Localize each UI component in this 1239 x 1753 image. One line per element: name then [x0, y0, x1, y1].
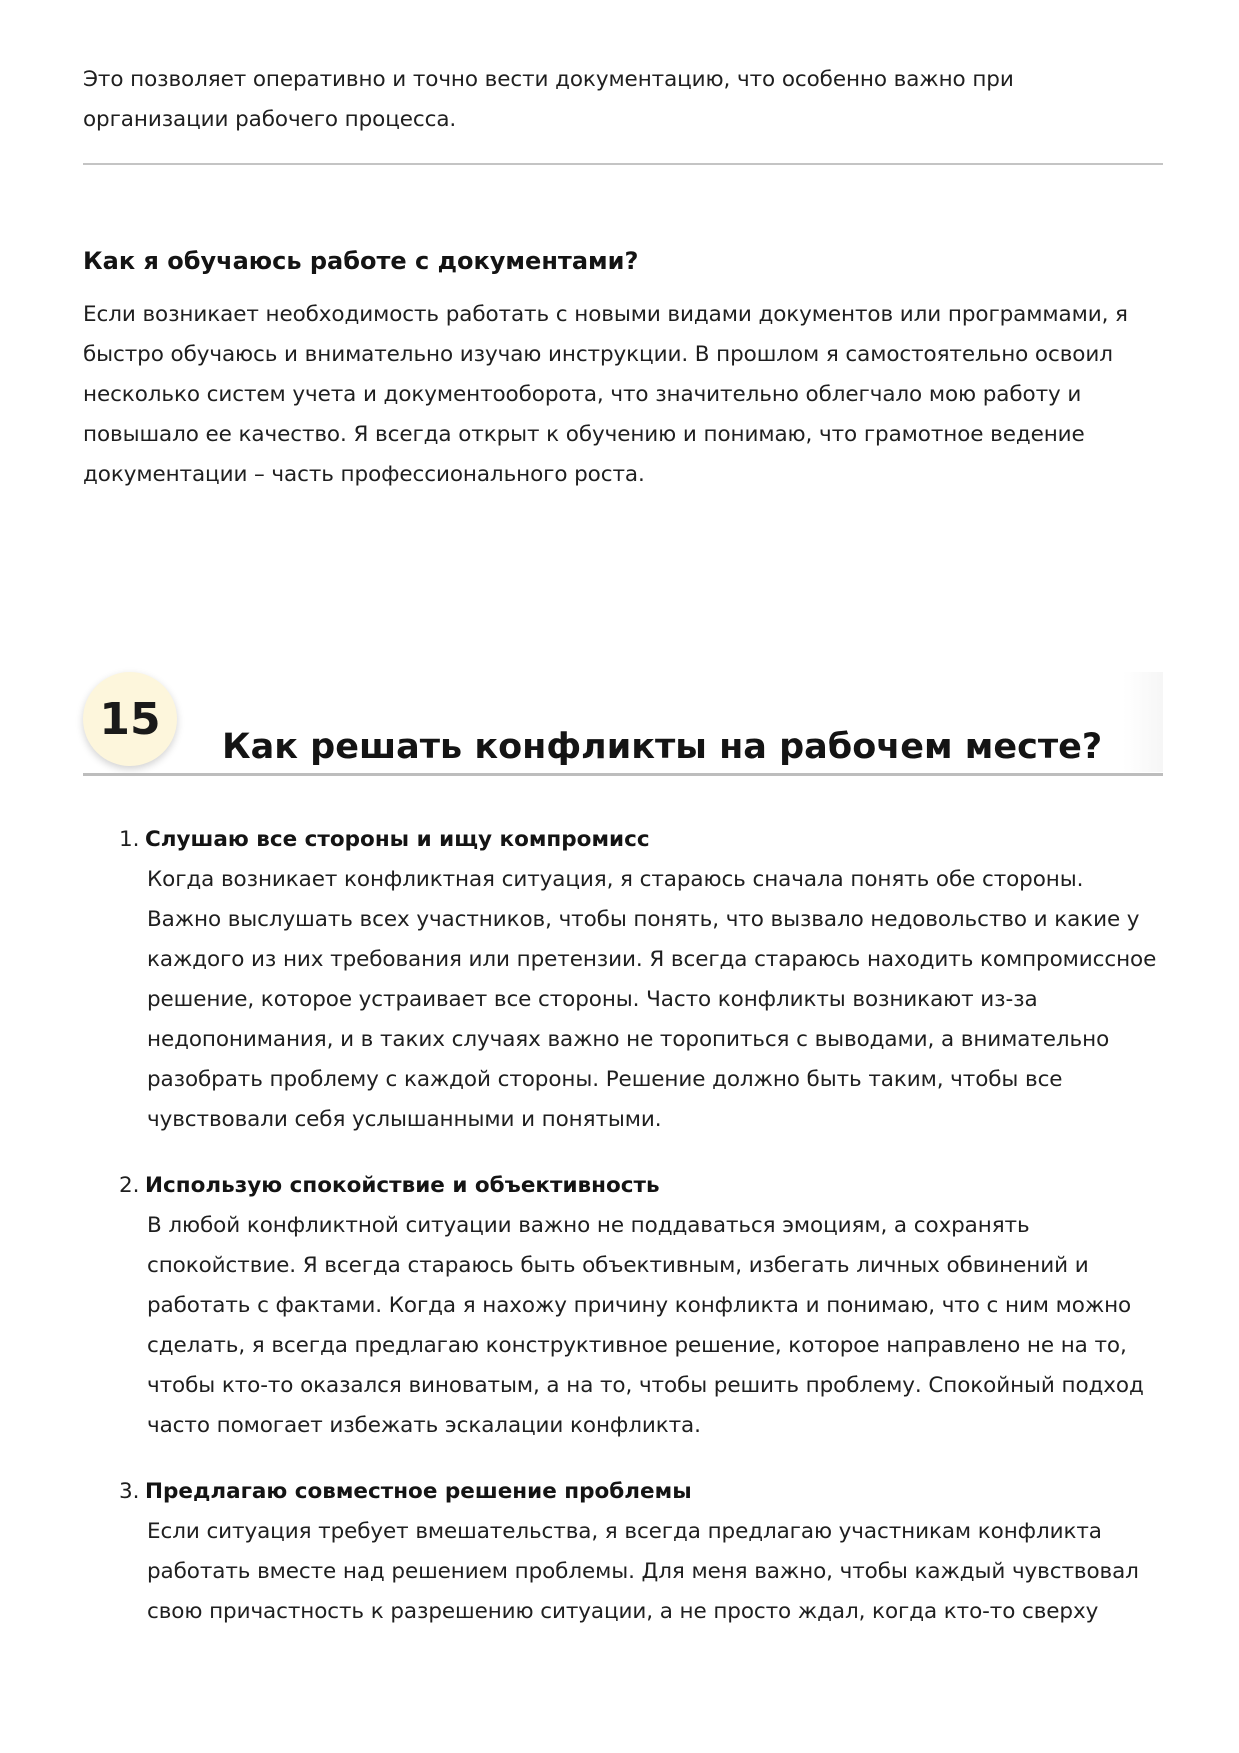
question-title: Как решать конфликты на рабочем месте? [222, 727, 1103, 768]
list-item-title: Слушаю все стороны и ищу компромисс [145, 827, 650, 852]
list-item [83, 820, 1163, 1140]
docs-subheading: Как я обучаюсь работе с документами? [83, 247, 639, 275]
question-number-badge: 15 [83, 672, 177, 766]
list-item-title: Использую спокойствие и объективность [145, 1173, 660, 1198]
list-item-title: Предлагаю совместное решение проблемы [145, 1479, 692, 1504]
list-item [83, 1472, 1163, 1632]
list-item-text: Если ситуация требует вмешательства, я всегда предлагаю участникам конфликта работать вместе над решением проблемы. Для меня важно, чтобы каждый чувствовал свою причастность к разрешению ситуации, а не просто ждал, когда кто-то сверху [147, 1519, 1139, 1624]
list-item-text: В любой конфликтной ситуации важно не поддаваться эмоциям, а сохранять спокойствие. Я всегда стараюсь быть объективным, избегать личных обвинений и работать с фактами. Когда я нахожу причину конфликта и понимаю, что с ним можно сделать, я всегда предлагаю конструктивное решение, которое направлено не на то, чтобы кто-то оказался виноватым, а на то, чтобы решить проблему. Спокойный подход часто помогает избежать эскалации конфликта. [147, 1213, 1144, 1438]
section-divider [83, 163, 1163, 165]
intro-paragraph: Это позволяет оперативно и точно вести документацию, что особенно важно при организации рабочего процесса. [83, 67, 1014, 132]
list-item-number: 2. [119, 1173, 140, 1198]
answers-list [83, 820, 1163, 1658]
question-divider [83, 773, 1163, 776]
list-item-number: 3. [119, 1479, 140, 1504]
header-shade [1123, 672, 1163, 772]
list-item [83, 1166, 1163, 1446]
list-item-number: 1. [119, 827, 140, 852]
question-header [83, 672, 1163, 774]
docs-paragraph: Если возникает необходимость работать с новыми видами документов или программами, я быстро обучаюсь и внимательно изучаю инструкции. В прошлом я самостоятельно освоил несколько систем учета и документооборота, что значительно облегчало мою работу и повышало ее качество. Я всегда открыт к обучению и понимаю, что грамотное ведение документации – часть профессионального роста. [83, 302, 1128, 487]
list-item-text: Когда возникает конфликтная ситуация, я стараюсь сначала понять обе стороны. Важно выслушать всех участников, чтобы понять, что вызвало недовольство и какие у каждого из них требования или претензии. Я всегда стараюсь находить компромиссное решение, которое устраивает все стороны. Часто конфликты возникают из-за недопонимания, и в таких случаях важно не торопиться с выводами, а внимательно разобрать проблему с каждой стороны. Решение должно быть таким, чтобы все чувствовали себя услышанными и понятыми. [147, 867, 1157, 1132]
